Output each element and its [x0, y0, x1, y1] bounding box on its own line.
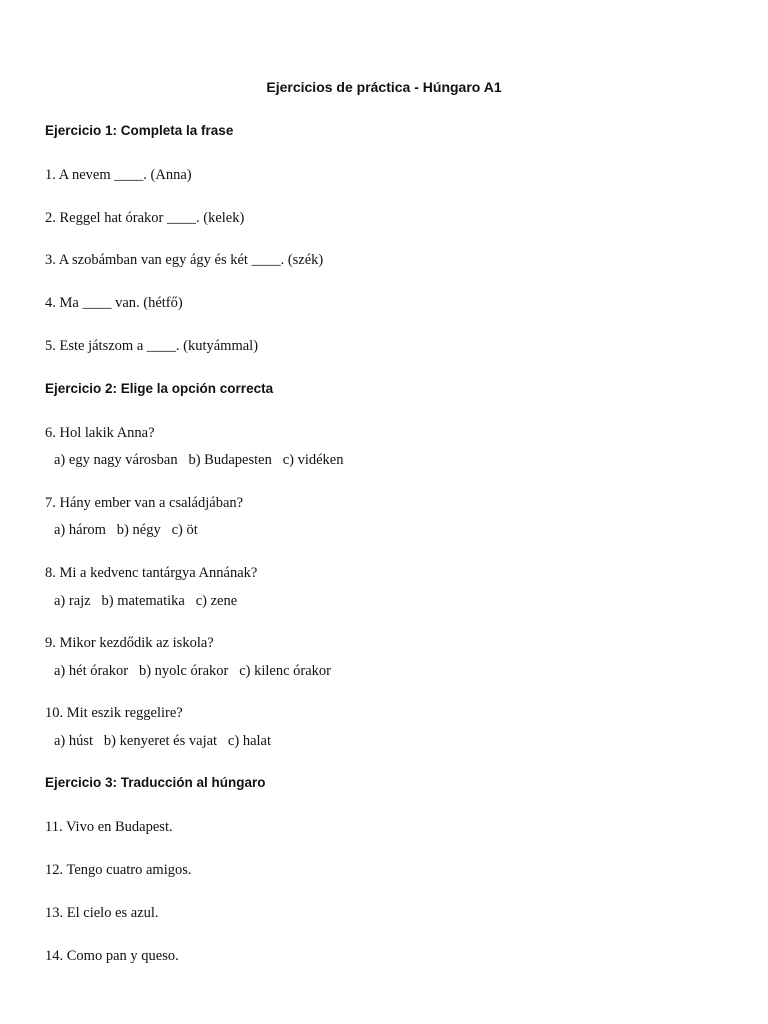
exercise-2-question-8: 8. Mi a kedvenc tantárgya Annának? — [45, 565, 258, 581]
exercise-2-question-9: 9. Mikor kezdődik az iskola? — [45, 635, 214, 651]
exercise-2-options-10: a) húst b) kenyeret és vajat c) halat — [54, 733, 272, 749]
exercise-1-item-2: 2. Reggel hat órakor ____. (kelek) — [45, 210, 245, 226]
exercise-2-question-7: 7. Hány ember van a családjában? — [45, 495, 244, 511]
exercise-3-item-11: 11. Vivo en Budapest. — [45, 819, 173, 835]
exercise-3-item-14: 14. Como pan y queso. — [45, 948, 179, 964]
exercise-1-item-3: 3. A szobámban van egy ágy és két ____. (szék) — [45, 252, 324, 268]
exercise-3-item-12: 12. Tengo cuatro amigos. — [45, 862, 192, 878]
exercise-1-heading: Ejercicio 1: Completa la frase — [45, 123, 234, 138]
exercise-2-question-6: 6. Hol lakik Anna? — [45, 425, 155, 441]
exercise-1-item-1: 1. A nevem ____. (Anna) — [45, 167, 192, 183]
exercise-1-item-4: 4. Ma ____ van. (hétfő) — [45, 295, 183, 311]
exercise-2-heading: Ejercicio 2: Elige la opción correcta — [45, 381, 274, 396]
exercise-2-options-6: a) egy nagy városban b) Budapesten c) vidéken — [54, 452, 344, 468]
exercise-1-item-5: 5. Este játszom a ____. (kutyámmal) — [45, 338, 259, 354]
exercise-3-heading: Ejercicio 3: Traducción al húngaro — [45, 775, 266, 790]
exercise-3-item-13: 13. El cielo es azul. — [45, 905, 159, 921]
exercise-2-options-7: a) három b) négy c) öt — [54, 522, 198, 538]
exercise-2-options-9: a) hét órakor b) nyolc órakor c) kilenc órakor — [54, 663, 331, 679]
exercise-2-question-10: 10. Mit eszik reggelire? — [45, 705, 183, 721]
exercise-2-options-8: a) rajz b) matematika c) zene — [54, 593, 238, 609]
document-title: Ejercicios de práctica - Húngaro A1 — [266, 79, 502, 95]
